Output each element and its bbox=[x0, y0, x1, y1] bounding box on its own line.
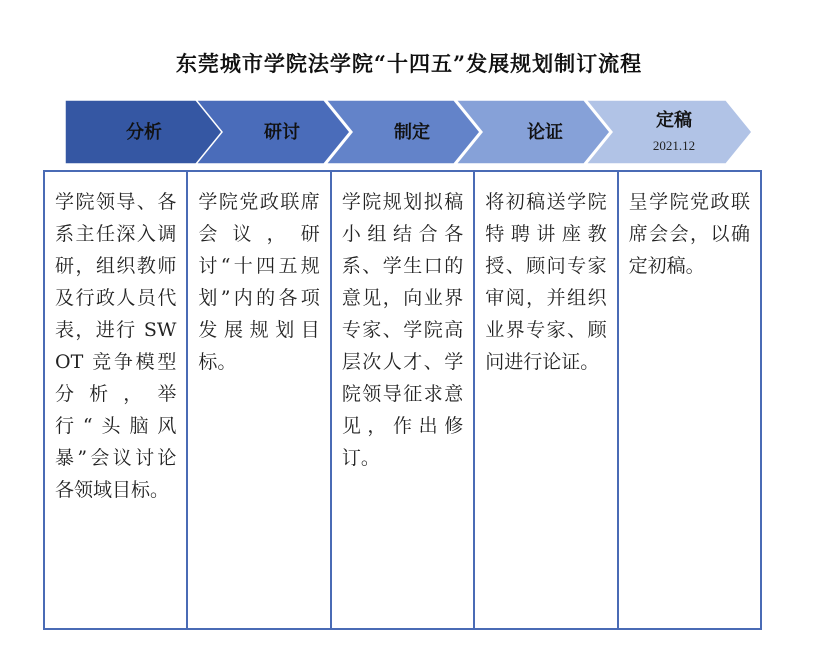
chevron-label-finalize: 定稿 bbox=[656, 110, 692, 131]
process-chevron-bar bbox=[0, 0, 818, 170]
steps-detail-table bbox=[43, 170, 762, 630]
diagram-title: 东莞城市学院法学院“十四五”发展规划制订流程 bbox=[175, 51, 643, 76]
chevron-label-discussion: 研讨 bbox=[264, 122, 300, 143]
step-description-drafting: 学院规划拟稿小组结合各系、学生口的意见，向业界专家、学院高层次人才、学院领导征求意见，作出修订。 bbox=[332, 172, 475, 628]
chevron-label-drafting: 制定 bbox=[394, 122, 430, 143]
step-description-discussion: 学院党政联席会议，研讨“十四五规划”内的各项发展规划目标。 bbox=[188, 172, 331, 628]
step-description-analysis: 学院领导、各系主任深入调研，组织教师及行政人员代表，进行 SWOT 竞争模型分析，举行“头脑风暴”会议讨论各领域目标。 bbox=[45, 172, 188, 628]
chevron-label-analysis: 分析 bbox=[126, 122, 162, 143]
chevron-date-finalize: 2021.12 bbox=[652, 138, 696, 153]
chevron-label-review: 论证 bbox=[527, 122, 563, 143]
step-description-finalize: 呈学院党政联席会会，以确定初稿。 bbox=[628, 191, 751, 277]
step-description-review: 将初稿送学院特聘讲座教授、顾问专家审阅，并组织业界专家、顾问进行论证。 bbox=[475, 172, 618, 628]
